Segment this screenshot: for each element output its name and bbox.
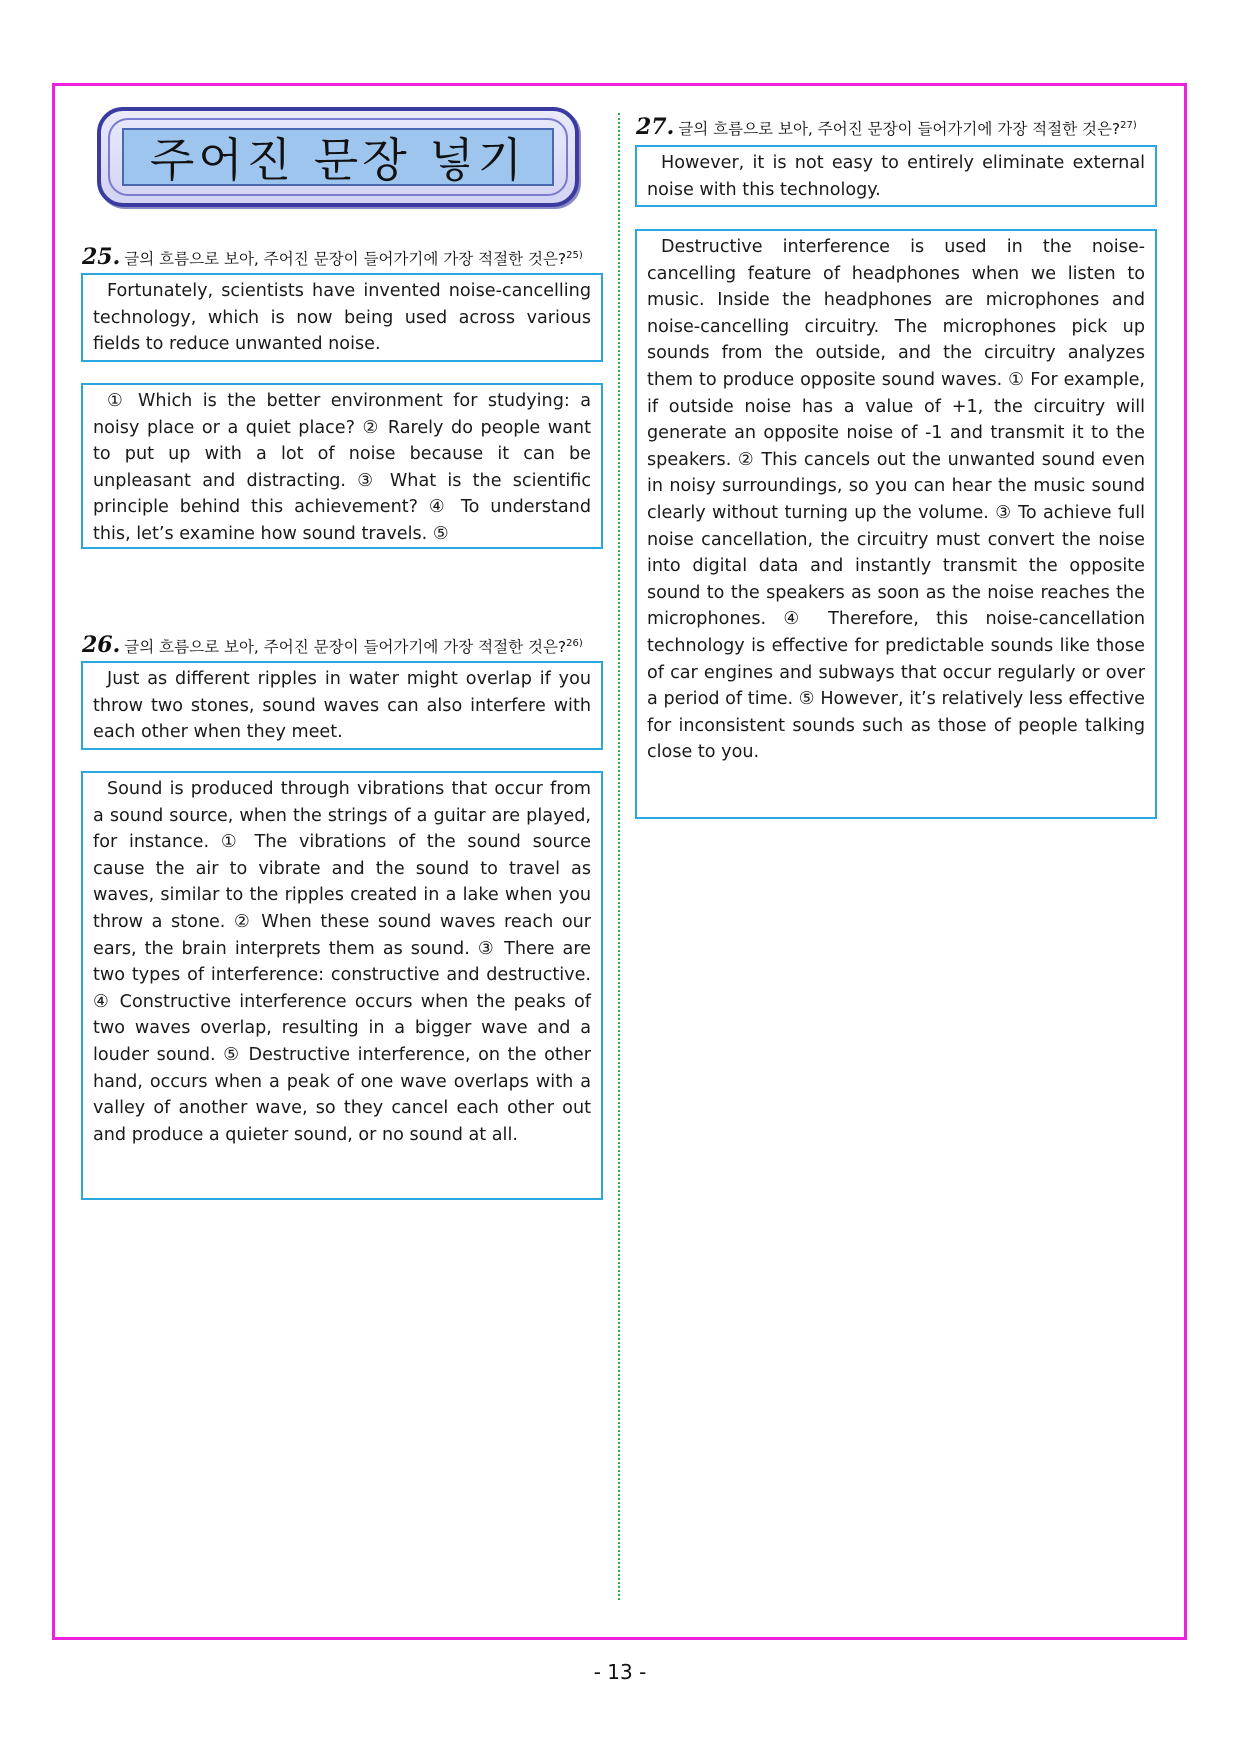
question-27-header bbox=[636, 114, 1137, 140]
footnote-mark: 26) bbox=[566, 637, 583, 649]
question-27-passage bbox=[635, 229, 1157, 819]
column-divider bbox=[618, 113, 620, 1600]
given-sentence-text: Just as different ripples in water might overlap if you throw two stones, sound waves can also interfere with each other when they meet. bbox=[93, 669, 591, 743]
section-title-banner bbox=[97, 107, 579, 207]
question-number: 27. bbox=[636, 114, 675, 140]
given-sentence-text: Fortunately, scientists have invented noise-cancelling technology, which is now being used across various fields to reduce unwanted noise. bbox=[93, 281, 591, 355]
page-title: 주어진 문장 넣기 bbox=[122, 128, 554, 186]
passage-text: ① Which is the better environment for studying: a noisy place or a quiet place? ② Rarely do people want to put up with a lot of noise because it can be unpleasant and distracting. ③ What is the scientific principle behind this achievement? ④ To understand this, let’s examine how sound travels. ⑤ bbox=[93, 391, 591, 544]
question-prompt: 글의 흐름으로 보아, 주어진 문장이 들어가기에 가장 적절한 것은? bbox=[678, 120, 1121, 138]
question-25-given-sentence bbox=[81, 273, 603, 362]
question-26-given-sentence bbox=[81, 661, 603, 750]
page-number: - 13 - bbox=[593, 1660, 647, 1684]
footnote-mark: 25) bbox=[566, 249, 583, 261]
question-26-passage bbox=[81, 771, 603, 1200]
passage-text: Sound is produced through vibrations that occur from a sound source, when the strings of a guitar are played, for instance. ① The vibrations of the sound source cause the air to vibrate and the sound to travel as waves, similar to the ripples created in a lake when you throw a stone. ② When these sound waves reach our ears, the brain interprets them as sound. ③ There are two types of interference: constructive and destructive. ④ Constructive interference occurs when the peaks of two waves overlap, resulting in a bigger wave and a louder sound. ⑤ Destructive interference, on the other hand, occurs when a peak of one wave overlaps with a valley of another wave, so they cancel each other out and produce a quieter sound, or no sound at all. bbox=[93, 779, 591, 1145]
question-25-header bbox=[82, 244, 583, 270]
question-number: 26. bbox=[82, 632, 121, 658]
question-prompt: 글의 흐름으로 보아, 주어진 문장이 들어가기에 가장 적절한 것은? bbox=[124, 250, 567, 268]
given-sentence-text: However, it is not easy to entirely eliminate external noise with this technology. bbox=[647, 153, 1145, 200]
passage-text: Destructive interference is used in the noise-cancelling feature of headphones when we listen to music. Inside the headphones are microphones and noise-cancelling circuitry. The microphones pick up sounds from the outside, and the circuitry analyzes them to produce opposite sound waves. ① For example, if outside noise has a value of +1, the circuitry will generate an opposite noise of -1 and transmit it to the speakers. ② This cancels out the unwanted sound even in noisy surroundings, so you can hear the music sound clearly without turning up the volume. ③ To achieve full noise cancellation, the circuitry must convert the noise into digital data and instantly transmit the opposite sound to the speakers as soon as the noise reaches the microphones. ④ Therefore, this noise-cancellation technology is effective for predictable sounds like those of car engines and subways that occur regularly or over a period of time. ⑤ However, it’s relatively less effective for inconsistent sounds such as those of people talking close to you. bbox=[647, 237, 1145, 763]
footnote-mark: 27) bbox=[1120, 119, 1137, 131]
question-prompt: 글의 흐름으로 보아, 주어진 문장이 들어가기에 가장 적절한 것은? bbox=[124, 638, 567, 656]
question-number: 25. bbox=[82, 244, 121, 270]
question-27-given-sentence bbox=[635, 145, 1157, 207]
question-25-passage bbox=[81, 383, 603, 549]
question-26-header bbox=[82, 632, 583, 658]
